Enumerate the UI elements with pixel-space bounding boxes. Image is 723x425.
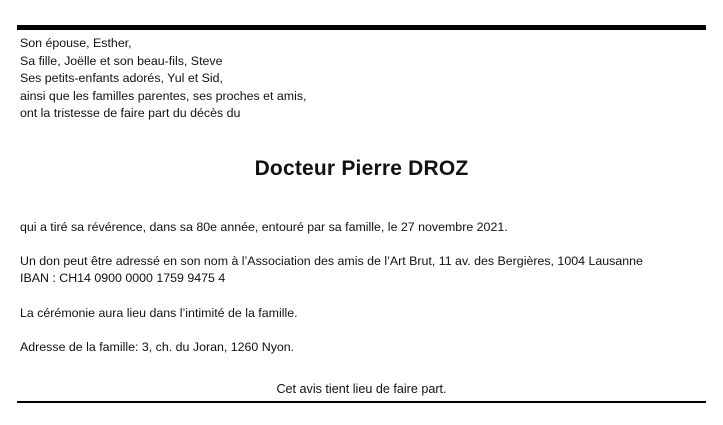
top-border-rule [17,25,706,30]
family-address-paragraph: Adresse de la famille: 3, ch. du Joran, 1260 Nyon. [20,340,295,354]
intro-line-spouse: Son épouse, Esther, [20,36,132,50]
family-intro [20,35,620,123]
intro-line-grandchildren: Ses petits-enfants adorés, Yul et Sid, [20,71,223,86]
intro-line-daughter: Sa fille, Joëlle et son beau-fils, Steve [20,53,223,68]
closing-note: Cet avis tient lieu de faire part. [276,382,447,396]
bottom-border-rule [17,401,706,403]
deceased-name-heading: Docteur Pierre DROZ [254,157,469,180]
passing-paragraph: qui a tiré sa révérence, dans sa 80e année, entouré par sa famille, le 27 novembre 2021. [20,220,508,234]
ceremony-paragraph: La cérémonie aura lieu dans l’intimité de la famille. [20,306,298,320]
intro-line-relatives: ainsi que les familles parentes, ses proches et amis, [20,88,307,103]
donation-iban: IBAN : CH14 0900 0000 1759 9475 4 [20,271,226,286]
donation-text: Un don peut être adressé en son nom à l’Association des amis de l’Art Brut, 11 av. des Bergières, 1004 Lausanne [20,254,643,268]
intro-line-announcement: ont la tristesse de faire part du décès du [20,106,241,121]
donation-paragraph [20,253,710,288]
